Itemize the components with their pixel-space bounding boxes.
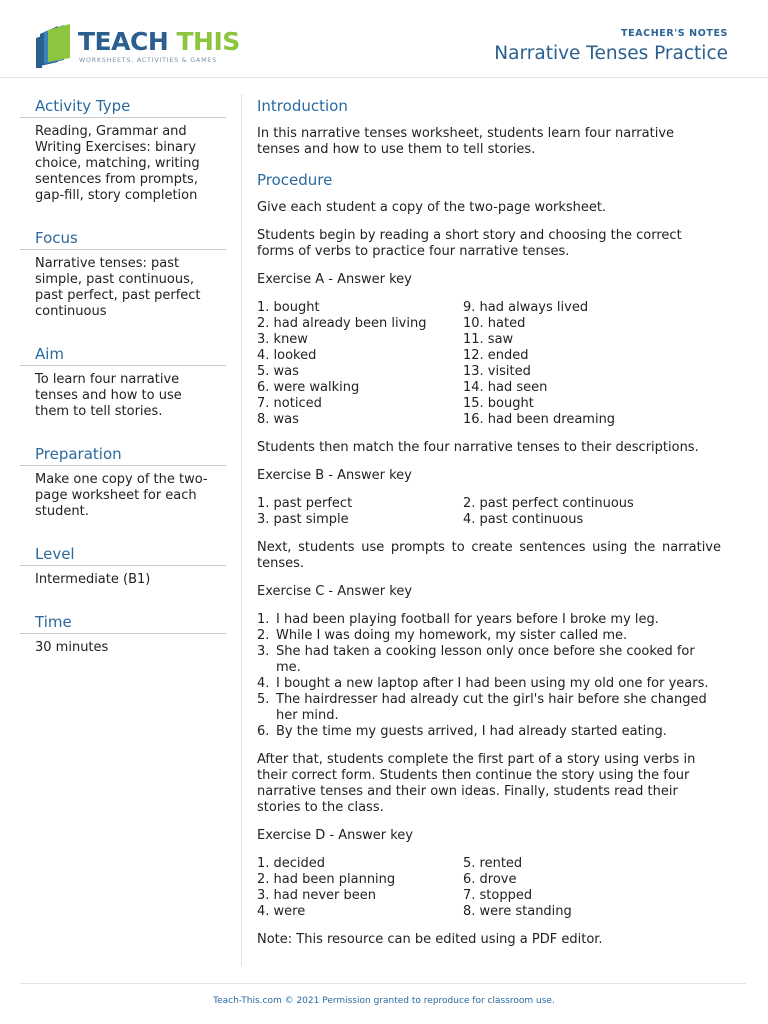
answer-item: 3. knew — [257, 332, 308, 347]
footer-copyright: Teach-This.com © 2021 Permission granted to reproduce for classroom use. — [213, 996, 555, 1006]
sidebar-section-focus — [20, 228, 226, 320]
answer-column-left — [257, 496, 463, 528]
sidebar-heading: Preparation — [20, 444, 226, 466]
answer-item — [257, 692, 721, 724]
answer-number: 3. — [257, 644, 270, 659]
exercise-d-answers — [257, 856, 721, 920]
answer-item: 2. had been planning — [257, 872, 396, 887]
answer-item: 4. looked — [257, 348, 317, 363]
answer-column-left — [257, 300, 463, 428]
answer-item: 2. had already been living — [257, 316, 427, 331]
procedure-paragraph: After that, students complete the first part of a story using verbs in their correct form. Students then continue the story using the four narrative tenses and their own ideas. Finally, students read their stories to the class. — [257, 752, 696, 815]
answer-item — [257, 676, 721, 692]
answer-item — [257, 628, 721, 644]
sidebar-heading: Level — [20, 544, 226, 566]
answer-column-right — [463, 856, 721, 920]
answer-item: 8. were standing — [463, 904, 572, 919]
sidebar-body: Narrative tenses: past simple, past continuous, past perfect, past perfect continuous — [35, 256, 201, 319]
sidebar-body: 30 minutes — [35, 640, 109, 655]
sidebar-body: To learn four narrative tenses and how to use them to tell stories. — [35, 372, 182, 419]
logo-wordmark — [78, 28, 240, 56]
procedure-paragraph: Students begin by reading a short story and choosing the correct forms of verbs to practice four narrative tenses. — [257, 228, 682, 259]
answer-column-right — [463, 496, 721, 528]
answer-item — [257, 612, 721, 628]
answer-column-left — [257, 856, 463, 920]
sidebar-heading: Time — [20, 612, 226, 634]
answer-item: 5. was — [257, 364, 299, 379]
answer-item: 3. past simple — [257, 512, 349, 527]
answer-item: 7. stopped — [463, 888, 533, 903]
answer-number: 5. — [257, 692, 270, 707]
answer-item: 7. noticed — [257, 396, 322, 411]
answer-item: 16. had been dreaming — [463, 412, 616, 427]
sidebar-body: Make one copy of the two-page worksheet for each student. — [35, 472, 208, 519]
exercise-b-answers — [257, 496, 721, 528]
answer-item: 3. had never been — [257, 888, 377, 903]
column-divider — [241, 94, 242, 966]
answer-text: She had taken a cooking lesson only once before she cooked for me. — [276, 644, 695, 675]
sidebar-heading: Aim — [20, 344, 226, 366]
answer-item: 6. were walking — [257, 380, 360, 395]
sidebar-section-activity-type — [20, 96, 226, 204]
answer-text: The hairdresser had already cut the girl's hair before she changed her mind. — [276, 692, 707, 723]
answer-item: 4. past continuous — [463, 512, 584, 527]
answer-item: 4. were — [257, 904, 306, 919]
answer-item: 5. rented — [463, 856, 523, 871]
sidebar-heading: Activity Type — [20, 96, 226, 118]
answer-number: 1. — [257, 612, 270, 627]
exercise-a-label: Exercise A - Answer key — [257, 272, 412, 287]
logo-tagline: WORKSHEETS, ACTIVITIES & GAMES — [79, 57, 217, 64]
sidebar-body: Reading, Grammar and Writing Exercises: binary choice, matching, writing sentences from prompts, gap-fill, story completion — [35, 124, 200, 203]
sidebar — [20, 96, 226, 680]
sidebar-section-aim — [20, 344, 226, 420]
answer-item: 11. saw — [463, 332, 514, 347]
sidebar-heading: Focus — [20, 228, 226, 250]
answer-item: 1. past perfect — [257, 496, 353, 511]
answer-column-right — [463, 300, 721, 428]
main-content — [257, 96, 721, 960]
answer-text: I bought a new laptop after I had been using my old one for years. — [276, 676, 709, 691]
answer-item: 1. bought — [257, 300, 320, 315]
logo-word-teach: TEACH — [78, 27, 169, 56]
answer-number: 6. — [257, 724, 270, 739]
introduction-heading: Introduction — [257, 97, 348, 115]
editing-note: Note: This resource can be edited using a PDF editor. — [257, 932, 603, 947]
page-header — [0, 0, 768, 78]
answer-item: 9. had always lived — [463, 300, 589, 315]
answer-text: I had been playing football for years before I broke my leg. — [276, 612, 659, 627]
procedure-heading: Procedure — [257, 171, 333, 189]
answer-item: 10. hated — [463, 316, 526, 331]
book-logo-icon — [36, 24, 76, 68]
answer-item: 13. visited — [463, 364, 531, 379]
teach-this-logo — [36, 24, 240, 70]
exercise-c-answers — [257, 612, 721, 740]
answer-item: 6. drove — [463, 872, 517, 887]
introduction-text: In this narrative tenses worksheet, students learn four narrative tenses and how to use them to tell stories. — [257, 126, 675, 157]
answer-item — [257, 644, 721, 676]
procedure-paragraph: Give each student a copy of the two-page worksheet. — [257, 200, 607, 215]
answer-text: By the time my guests arrived, I had already started eating. — [276, 724, 667, 739]
answer-item: 12. ended — [463, 348, 529, 363]
answer-item: 15. bought — [463, 396, 534, 411]
answer-item: 14. had seen — [463, 380, 548, 395]
teachers-notes-label: TEACHER'S NOTES — [621, 28, 728, 39]
exercise-d-label: Exercise D - Answer key — [257, 828, 413, 843]
sidebar-section-time — [20, 612, 226, 656]
procedure-paragraph: Next, students use prompts to create sentences using the narrative tenses. — [257, 540, 721, 571]
answer-number: 2. — [257, 628, 270, 643]
exercise-c-label: Exercise C - Answer key — [257, 584, 413, 599]
exercise-a-answers — [257, 300, 721, 428]
procedure-paragraph: Students then match the four narrative tenses to their descriptions. — [257, 440, 699, 455]
footer-divider — [20, 983, 746, 984]
page-title: Narrative Tenses Practice — [494, 43, 728, 64]
answer-item: 8. was — [257, 412, 299, 427]
answer-text: While I was doing my homework, my sister called me. — [276, 628, 628, 643]
logo-word-this: THIS — [176, 27, 240, 56]
sidebar-section-preparation — [20, 444, 226, 520]
sidebar-body: Intermediate (B1) — [35, 572, 151, 587]
answer-item — [257, 724, 721, 740]
answer-item: 2. past perfect continuous — [463, 496, 634, 511]
exercise-b-label: Exercise B - Answer key — [257, 468, 412, 483]
answer-item: 1. decided — [257, 856, 326, 871]
sidebar-section-level — [20, 544, 226, 588]
answer-number: 4. — [257, 676, 270, 691]
